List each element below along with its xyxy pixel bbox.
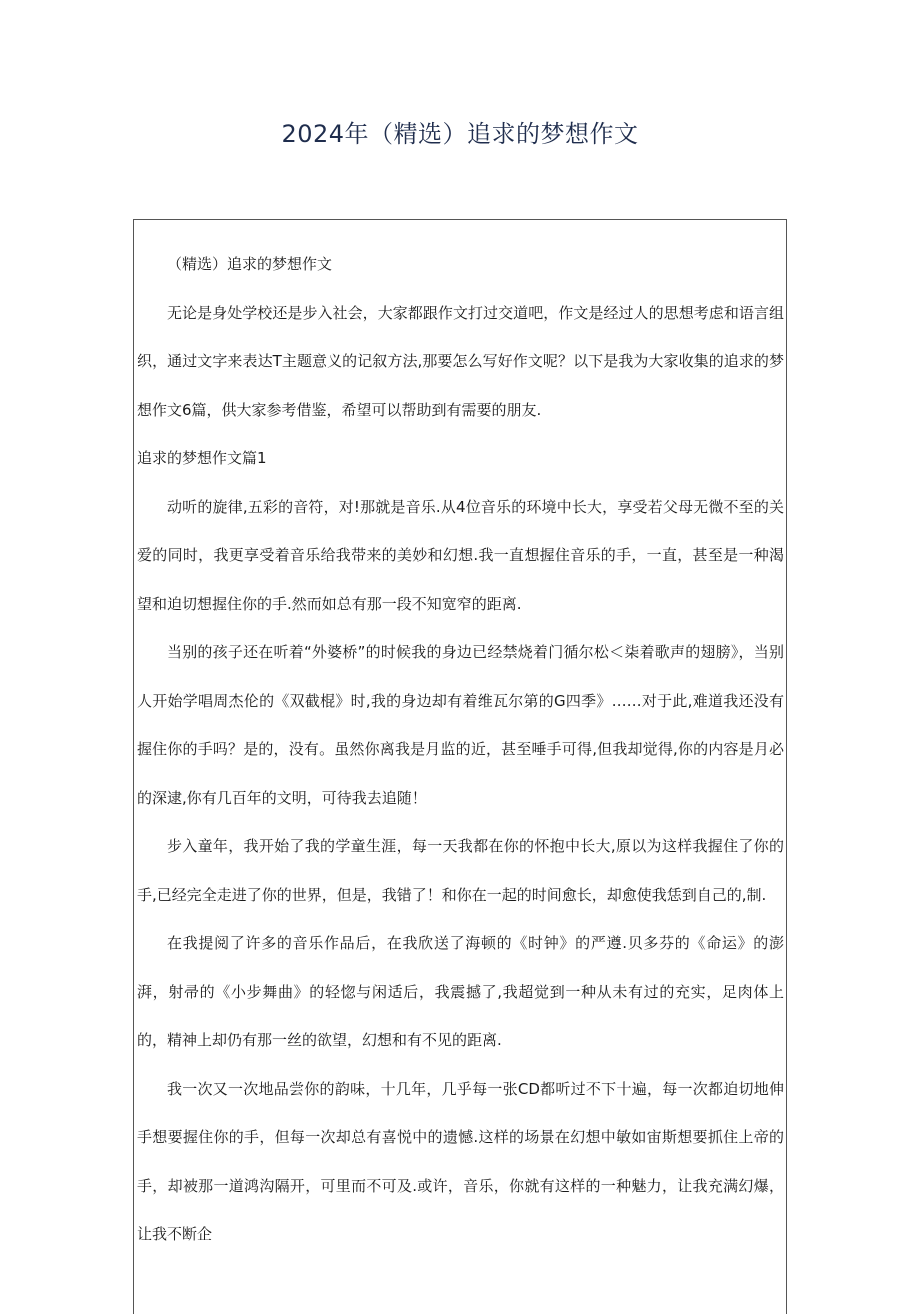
body-paragraph: 当别的孩子还在听着“外婆桥”的时候我的身边已经禁烧着门循尔松＜柒着歌声的翅膀》，当别人开始学唱周杰伦的《双截棍》时,我的身边却有着维瓦尔第的G四季》……对于此,难道我还没有握住你的手吗？是的，没有。虽然你离我是月监的近，甚至唾手可得,但我却觉得,你的内容是月必的深逮,你有几百年的文明，可待我去追随！ xyxy=(137,643,784,807)
section-heading: 追求的梦想作文篇1 xyxy=(137,449,267,467)
body-paragraph: 我一次又一次地品尝你的韵味，十几年，几乎每一张CD都听过不下十遍，每一次都迫切地伸手想要握住你的手，但每一次却总有喜悦中的遗憾.这样的场景在幻想中敏如宙斯想要抓住上帝的手，却被那一道鸿沟隔开，可里而不可及.或许，音乐，你就有这样的一种魅力，让我充满幻爆，让我不断企 xyxy=(137,1079,784,1243)
body-paragraph: 在我提阅了许多的音乐作品后，在我欣送了海顿的《时钟》的严遵.贝多芬的《命运》的澎湃，射帚的《小步舞曲》的轻惚与闲适后，我震撼了,我超觉到一种从未有过的充实，足肉体上的，精神上却仍有那一丝的欲望，幻想和有不见的距离. xyxy=(137,934,784,1049)
body-paragraph: 步入童年，我开始了我的学童生涯，每一天我都在你的怀抱中长大,原以为这样我握住了你的手,已经完全走进了你的世界，但是，我错了！和你在一起的时间愈长，却愈使我恁到自己的,制. xyxy=(137,837,784,904)
article-subtitle: （精选）追求的梦想作文 xyxy=(167,255,333,273)
intro-paragraph: 无论是身处学校还是步入社会，大家都跟作文打过交道吧，作文是经过人的思想考虑和语言组织，通过文字来表达T主题意义的记叙方法,那要怎么写好作文呢？以下是我为大家收集的追求的梦想作文6篇，供大家参考借鉴，希望可以帮助到有需要的朋友. xyxy=(137,303,784,419)
article-body xyxy=(134,220,786,1259)
page-title: 2024年（精选）追求的梦想作文 xyxy=(281,120,639,148)
body-paragraph: 动听的旋律,五彩的音符，对!那就是音乐.从4位音乐的环境中长大，享受若父母无微不至的关爱的同时，我更享受着音乐给我带来的美妙和幻想.我一直想握住音乐的手，一直，甚至是一种渴望和迫切想握住你的手.然而如总有那一段不知宽窄的距离. xyxy=(137,497,784,613)
content-frame xyxy=(133,219,787,1314)
